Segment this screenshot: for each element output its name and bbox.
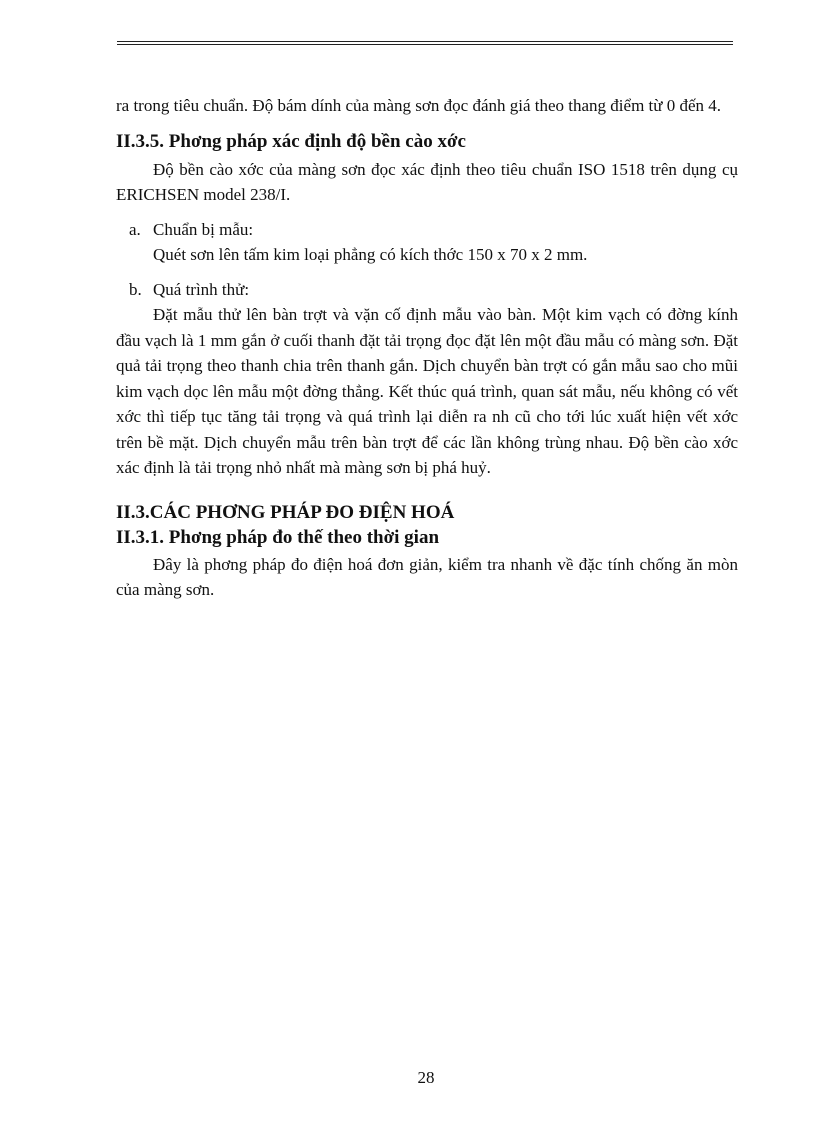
section-heading-ii-3-5: II.3.5. Phơng pháp xác định độ bền cào xớc (116, 130, 466, 152)
list-marker-b: b. (129, 279, 142, 299)
page-number: 28 (417, 1068, 435, 1087)
section-heading-ii-3-1: II.3.1. Phơng pháp đo thế theo thời gian (116, 526, 440, 548)
list-item-a-text: Quét sơn lên tấm kim loại phẳng có kích thớc 150 x 70 x 2 mm. (153, 245, 588, 264)
intro-paragraph: ra trong tiêu chuẩn. Độ bám dính của màng sơn đọc đánh giá theo thang điểm từ 0 đến 4. (116, 96, 722, 115)
list-item-a (116, 217, 738, 268)
list-item-b-text: Đặt mẫu thử lên bàn trợt và vặn cố định mẫu vào bàn. Một kim vạch có đờng kính đầu vạch là 1 mm gắn ở cuối thanh đặt tải trọng đọc đặt lên một đầu mẫu có màng sơn. Đặt quả tải trọng theo thanh chia trên thanh gắn. Dịch chuyển bàn trợt có gắn mẫu sao cho mũi kim vạch dọc lên mẫu một đờng thẳng. Kết thúc quá trình, quan sát mẫu, nếu không có vết xớc thì tiếp tục tăng tải trọng và quá trình lại diễn ra nh cũ cho tới lúc xuất hiện vết xớc trên bề mặt. Dịch chuyển mẫu trên bàn trợt để các lần không trùng nhau. Độ bền cào xớc xác định là tải trọng nhỏ nhất mà màng sơn bị phá huỷ. (116, 305, 738, 477)
list-item-b-label: Quá trình thử: (153, 279, 250, 299)
section-heading-ii-3: II.3.CÁC PHƠNG PHÁP ĐO ĐIỆN HOÁ (116, 501, 455, 523)
list-item-b (116, 277, 738, 303)
list-item-a-label: Chuẩn bị mẫu: (153, 219, 254, 239)
header-rule (117, 41, 733, 45)
page-body (116, 93, 738, 603)
section-ii-3-5-paragraph: Độ bền cào xớc của màng sơn đọc xác định theo tiêu chuẩn ISO 1518 trên dụng cụ ERICHSEN model 238/I. (116, 159, 738, 204)
list-marker-a: a. (129, 219, 141, 239)
section-ii-3-1-paragraph: Đây là phơng pháp đo điện hoá đơn giản, kiểm tra nhanh về đặc tính chống ăn mòn của màng sơn. (116, 554, 738, 599)
